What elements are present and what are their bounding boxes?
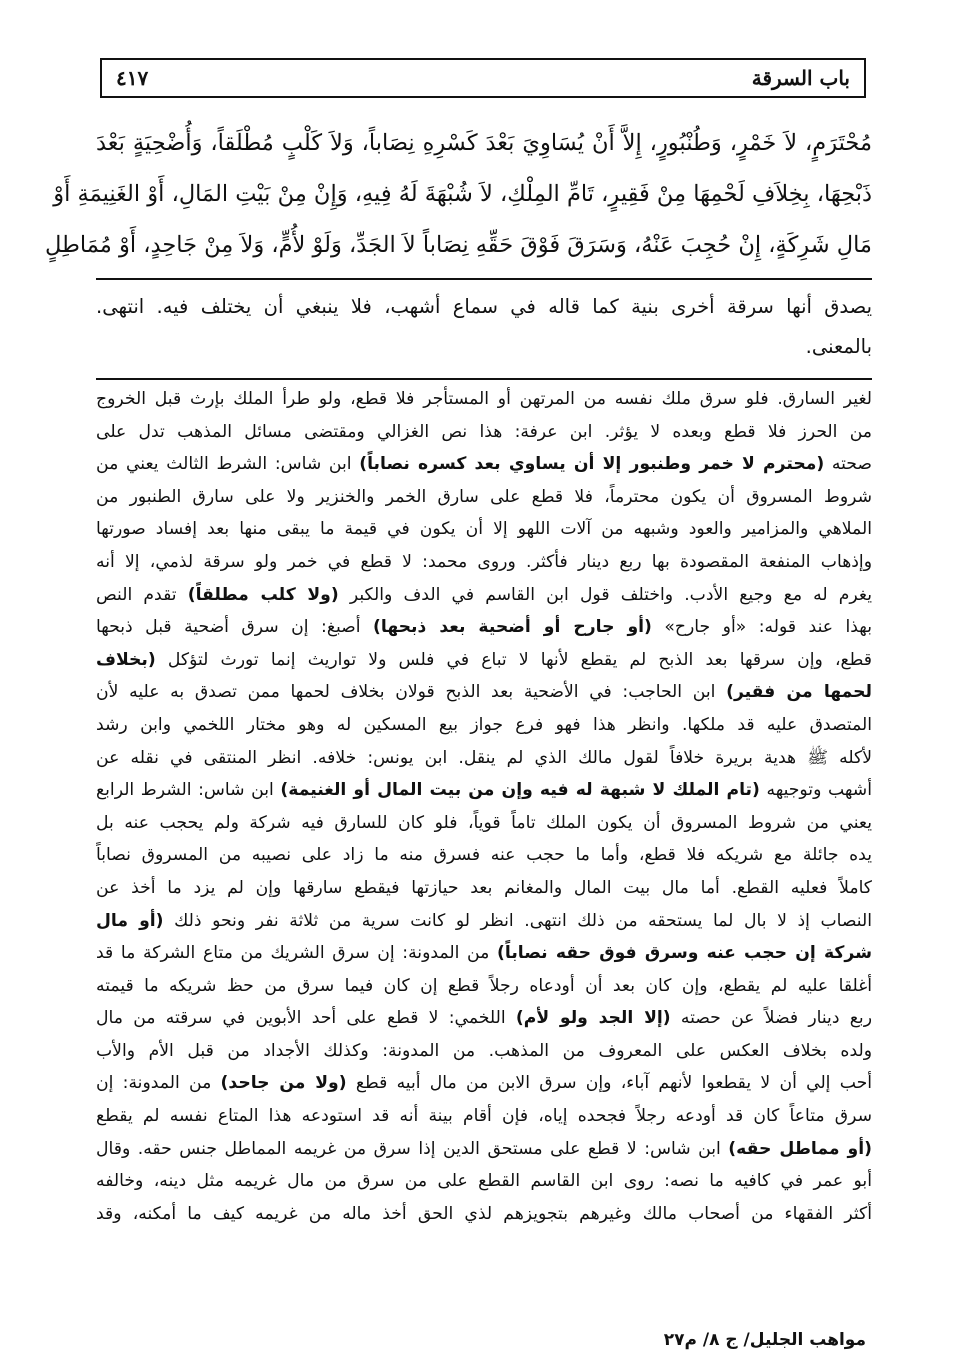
commentary-line	[96, 644, 872, 677]
chapter-title: باب السرقة	[751, 66, 850, 90]
commentary-text: أبو عمر في كافيه ما نصه: روى ابن القاسم القطع على من سرق من مال غريمه مثل دينه، وخالفه	[96, 1171, 872, 1192]
quoted-matn-phrase: (تام الملك لا شبهة له فيه وإن من بيت المال أو الغنيمة)	[280, 780, 760, 801]
commentary-text: يغرم له مع وجيع الأدب. واختلف قول ابن القاسم في الدف والكبر	[338, 584, 872, 605]
commentary-line	[96, 513, 872, 546]
commentary-text: أشهب وتوجيهه	[759, 780, 872, 801]
commentary-line	[96, 937, 872, 970]
commentary-text: بهذا عند قوله: «أو جارح»	[651, 617, 872, 638]
commentary-line	[96, 676, 872, 709]
main-text-matn	[44, 118, 872, 271]
commentary-text: الملاهي والمزامير والعود وشبهه من آلات اللهو إلا أن يكون في قيمة ما يبقى منها بعد إفساد صورتها	[96, 519, 872, 540]
commentary-text: من المدونة: إن سرق الشريك من متاع الشركة ما قد	[96, 943, 498, 964]
matn-line: مَالِ شَرِكَةٍ، إِنْ حُجِبَ عَنْهُ، وَسَرَقَ فَوْقَ حَقِّهِ نِصَاباً لاَ الجَدِّ، وَلَوْ لأُمٍّ، وَلاَ مِنْ جَاحِدٍ، أَوْ مُمَاطِلٍ	[44, 232, 872, 258]
commentary-line	[96, 807, 872, 840]
quoted-matn-phrase: شركة إن حجب عنه وسرق فوق حقه نصاباً)	[497, 943, 872, 964]
commentary-text: وإذهاب المنفعة المقصودة بها ربع دينار فأكثر. وروى محمد: لا قطع في خمر ولو سرقة لذمي، إلا أنه	[96, 551, 872, 572]
commentary-text: أصبغ: إن سرق أضحية قبل ذبحها	[96, 617, 374, 638]
commentary-line	[96, 383, 872, 416]
commentary-line	[96, 1133, 872, 1166]
commentary-line	[96, 872, 872, 905]
commentary-text: شروط المسروق أن يكون محترماً، فلا قطع على سارق الخمر والخنزير ولا على سارق الطنبور من	[96, 486, 872, 507]
matn-separator-rule	[96, 278, 872, 280]
note-line: يصدق أنها سرقة أخرى بنية كما قاله في سماع أشهب، فلا ينبغي أن يختلف فيه. انتهى.	[96, 295, 872, 318]
commentary-line	[96, 1198, 872, 1231]
commentary-line	[96, 1035, 872, 1068]
commentary-text: لغير السارق. فلو سرق ملك نفسه من المرتهن أو المستأجر فلا قطع، ولو طرأ الملك بإرث قبل الخروج	[96, 389, 872, 409]
commentary-text: صحته	[824, 454, 872, 475]
quoted-matn-phrase: (أو جارح أو أضحية بعد ذبحها)	[373, 617, 652, 638]
commentary-text: المتصدق عليه قد ملكها. وانظر هذا فهو فرع جواز بيع المسكين له وهو مختار اللخمي وابن رشد	[96, 714, 872, 735]
quoted-matn-phrase: (محترم لا خمر وطنبور إلا أن يساوي بعد كسره نصاباً)	[359, 454, 825, 475]
commentary-line	[96, 579, 872, 612]
commentary-text: يعني من شروط المسروق أن يكون الملك تاماً قوياً، فلو كان للسارق فيه شركة ولم يحجب عنه بل	[96, 812, 872, 833]
commentary-line	[96, 709, 872, 742]
quoted-matn-phrase: (إلا الجد ولو لأم)	[515, 1008, 671, 1029]
page-number: ٤١٧	[116, 66, 149, 90]
note-line: بالمعنى.	[805, 335, 872, 358]
carryover-note	[96, 287, 872, 367]
commentary-text: أحب إلي أن لا يقطعوا لأنهم آباء، وإن سرق الابن من مال أبيه قطع	[346, 1073, 872, 1094]
commentary-line	[96, 448, 872, 481]
commentary-sharh	[96, 383, 872, 1230]
commentary-text: ربع دينار فضلاً عن حصته	[670, 1008, 872, 1029]
quoted-matn-phrase: (بخلاف	[96, 649, 156, 670]
commentary-text: ابن الحاجب: في الأضحية بعد الذبح قولان بخلاف لحمها ممن تصدق به عليه لأن	[96, 682, 727, 703]
matn-line: ذَبْحِهَا، بِخِلاَفِ لَحْمِهَا مِنْ فَقِيرٍ، تَامِّ المِلْكِ، لاَ شُبْهَةَ لَهُ فِيهِ، وَإِنْ مِنْ بَيْتِ المَالِ، أَوْ الغَنِيمَةِ أَوْ	[53, 181, 872, 207]
commentary-line	[96, 481, 872, 514]
commentary-text: أكثر الفقهاء من أصحاب مالك وغيرهم بتجويزهم لذي الحق أخذ ماله من غريمه كيف ما أمكنه، وقد	[96, 1203, 872, 1224]
commentary-text: ولده بخلاف العكس على المعروف من المذهب. من المدونة: وكذلك الأجداد من قبل الأم والأب	[96, 1040, 872, 1061]
commentary-line	[96, 742, 872, 775]
commentary-text: كاملاً فعليه القطع. أما مال بيت المال والمغانم بعد حيازتها فيقطع سارقها وإن لم يزد ما أخذ عن	[96, 877, 872, 898]
commentary-text: سرق متاعاً كان قد أودعه رجلاً فجحده إياه، فإن أقام بينة أنه قد استودعه هذا المتاع نفسه لم يقطع	[96, 1106, 872, 1127]
commentary-line	[96, 905, 872, 938]
quoted-matn-phrase: لحمها من فقير)	[726, 682, 872, 703]
commentary-text: يده جائلة مع شريكه فلا قطع، وأما ما حجب عنه فسرق منه ما زاد على نصيبه من المسروق نصاباً	[96, 845, 872, 866]
commentary-separator-rule	[96, 378, 872, 380]
commentary-text: من الحرز فلا قطع وبعده لا يؤثر. ابن عرفة: هذا نص الغزالي ومقتضى مسائل المذهب تدل على	[96, 421, 872, 442]
commentary-text: النصاب إذ لا بال لما يستحقه من ذلك انتهى. انظر لو كانت سرية من ثلاثة نفر ونحو ذلك	[163, 910, 872, 931]
quoted-matn-phrase: (أو مماطل حقه)	[728, 1138, 872, 1159]
commentary-text: اللخمي: لا قطع على أحد الأبوين في سرقته من مال	[96, 1008, 516, 1029]
commentary-text: ابن شاس: الشرط الثالث يعني من	[96, 454, 360, 475]
commentary-text: تقدم النص	[96, 584, 188, 605]
commentary-line	[96, 611, 872, 644]
commentary-text: لأكله ﷺ هدية بريرة خلافاً لقول مالك الذي لم ينقل. ابن يونس: خلافه. انظر المنتقى في نقله عن	[96, 747, 872, 768]
commentary-text: أغلقا عليه لم يقطع، وإن كان بعد أن أودعاه رجلاً قطع إن كان فيما سرق من حظ شريكه ما قيمته	[96, 975, 872, 996]
footer-signature: مواهب الجليل/ ج ٨/ م٢٧	[663, 1330, 866, 1350]
commentary-line	[96, 1002, 872, 1035]
commentary-line	[96, 546, 872, 579]
quoted-matn-phrase: (ولا من جاحد)	[220, 1073, 347, 1094]
commentary-line	[96, 1067, 872, 1100]
commentary-line	[96, 1165, 872, 1198]
commentary-text: ابن شاس: الشرط الرابع	[96, 780, 281, 801]
commentary-line	[96, 839, 872, 872]
commentary-line	[96, 970, 872, 1003]
matn-line: مُحْتَرَمٍ، لاَ خَمْرٍ، وَطُنْبُورٍ، إِلاَّ أَنْ يُسَاوِيَ بَعْدَ كَسْرِهِ نِصَاباً، وَلاَ كَلْبٍ مُطْلَقاً، وَأُضْحِيَةٍ بَعْدَ	[96, 130, 872, 156]
page-header	[100, 58, 866, 98]
commentary-text: ابن شاس: لا قطع على مستحق الدين إذا سرق من غريمه المماطل جنس حقه. وقال	[96, 1138, 729, 1159]
quoted-matn-phrase: (ولا كلب مطلقاً)	[187, 584, 339, 605]
commentary-text: من المدونة: إن	[96, 1073, 221, 1094]
commentary-line	[96, 774, 872, 807]
commentary-text: قطع، وإن سرقها بعد الذبح لم يقطع لأنها لا تباع في فلس ولا تواريث إنما تورث لتؤكل	[155, 649, 872, 670]
quoted-matn-phrase: (أو مال	[96, 910, 164, 931]
commentary-line	[96, 416, 872, 449]
commentary-line	[96, 1100, 872, 1133]
